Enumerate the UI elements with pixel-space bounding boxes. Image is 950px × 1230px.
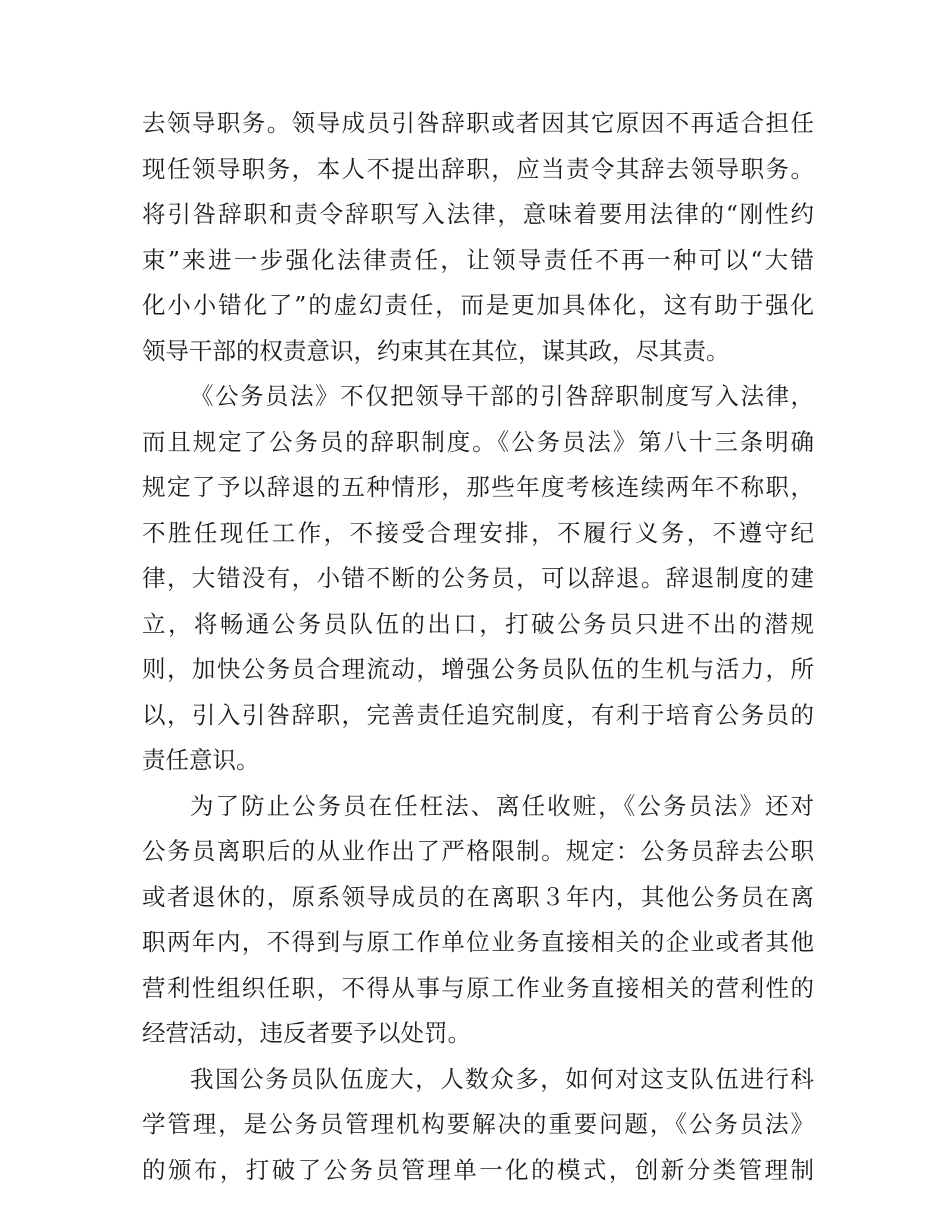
paragraph [142,101,814,374]
text-line: 以，引入引咎辞职，完善责任追究制度，有利于培育公务员的 [142,700,814,729]
paragraph [142,1057,814,1194]
text-line: 立，将畅通公务员队伍的出口，打破公务员只进不出的潜规 [142,609,814,638]
paragraph [142,784,814,1057]
text-line: 规定了予以辞退的五种情形，那些年度考核连续两年不称职， [142,473,814,501]
text-line: 律，大错没有，小错不断的公务员，可以辞退。辞退制度的建 [142,564,814,592]
text-line: 化小小错化了”的虚幻责任，而是更加具体化，这有助于强化 [142,291,814,319]
text-line: 则，加快公务员合理流动，增强公务员队伍的生机与活力，所 [142,655,814,683]
text-line: 将引咎辞职和责令辞职写入法律，意味着要用法律的“刚性约 [142,200,814,228]
body-text [142,101,814,1193]
text-line: 领导干部的权责意识，约束其在其位，谋其政，尽其责。 [142,336,730,365]
text-line: 《公务员法》不仅把领导干部的引咎辞职制度写入法律， [190,382,814,410]
text-line: 学管理，是公务员管理机构要解决的重要问题，《公务员法》 [142,1110,814,1138]
text-line: 营利性组织任职，不得从事与原工作业务直接相关的营利性的 [142,973,814,1002]
text-line: 而且规定了公务员的辞职制度。《公务员法》第八十三条明确 [142,427,814,456]
paragraph [142,374,814,784]
text-line: 或者退休的，原系领导成员的在离职３年内，其他公务员在离 [142,882,814,911]
text-line: 我国公务员队伍庞大，人数众多，如何对这支队伍进行科 [190,1064,814,1093]
text-line: 职两年内，不得到与原工作单位业务直接相关的企业或者其他 [142,928,814,956]
text-line: 的颁布，打破了公务员管理单一化的模式，创新分类管理制 [142,1155,814,1184]
text-line: 责任意识。 [142,746,260,774]
text-line: 去领导职务。领导成员引咎辞职或者因其它原因不再适合担任 [142,109,814,137]
text-line: 束”来进一步强化法律责任，让领导责任不再一种可以“大错 [142,245,814,274]
text-line: 经营活动，违反者要予以处罚。 [142,1019,471,1047]
text-line: 现任领导职务，本人不提出辞职，应当责令其辞去领导职务。 [142,154,814,183]
text-line: 不胜任现任工作，不接受合理安排，不履行义务，不遵守纪 [142,518,814,547]
text-line: 公务员离职后的从业作出了严格限制。规定：公务员辞去公职 [142,837,814,865]
text-line: 为了防止公务员在任枉法、离任收赃，《公务员法》还对 [190,791,814,820]
